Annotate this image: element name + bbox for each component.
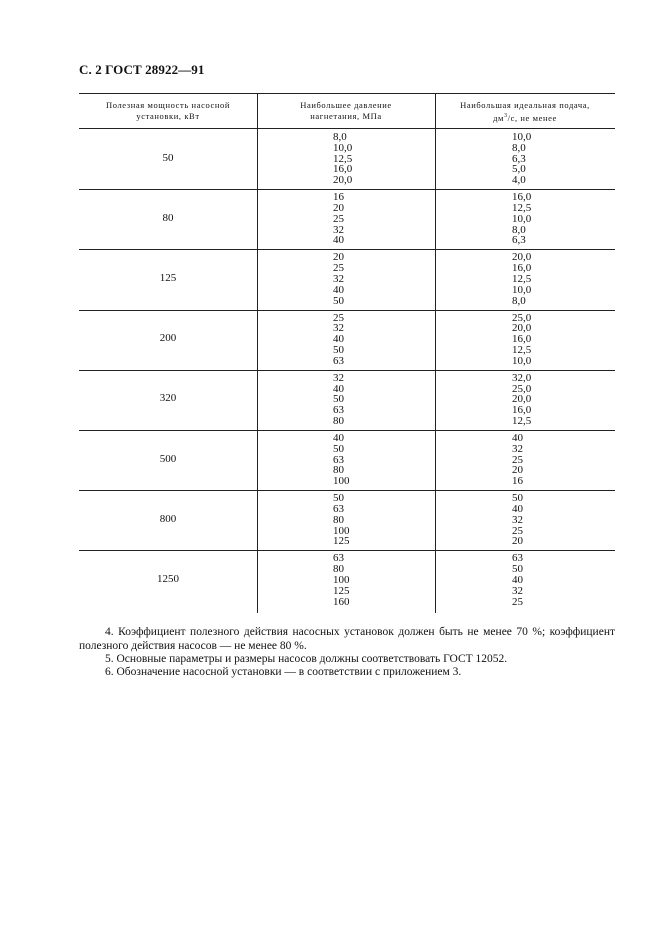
flow-value: 40	[512, 502, 523, 515]
group-divider	[79, 430, 615, 431]
pressure-value: 63	[333, 453, 344, 466]
flow-value: 5,0	[512, 163, 526, 176]
flow-value: 25	[512, 453, 523, 466]
flow-value: 12,5	[512, 201, 532, 214]
pressure-value: 25	[333, 262, 344, 275]
column-divider-2	[435, 93, 436, 613]
flow-value: 16,0	[512, 262, 532, 275]
pressure-cell	[333, 252, 344, 306]
pressure-value: 40	[333, 333, 344, 346]
flow-value: 20	[512, 464, 523, 477]
pressure-value: 32	[333, 272, 344, 285]
flow-value: 6,3	[512, 152, 526, 165]
flow-value: 50	[512, 492, 523, 505]
column-header-power: Полезная мощность насосной установки, кВт	[105, 100, 231, 121]
power-cell: 800	[159, 512, 177, 525]
flow-value: 40	[512, 432, 523, 444]
pressure-value: 25	[333, 311, 344, 324]
pressure-value: 50	[333, 343, 344, 356]
pressure-value: 40	[333, 234, 344, 247]
power-cell: 125	[159, 272, 177, 284]
page-header: С. 2 ГОСТ 28922—91	[79, 62, 205, 77]
pressure-value: 63	[333, 354, 344, 367]
group-divider	[79, 249, 615, 250]
flow-value: 40	[512, 573, 523, 586]
flow-value: 25	[512, 595, 523, 608]
pressure-value: 160	[333, 595, 350, 608]
pressure-value: 20	[333, 201, 344, 214]
pressure-value: 125	[333, 535, 350, 548]
power-cell: 200	[159, 332, 177, 345]
pressure-value: 80	[333, 414, 344, 427]
group-divider	[79, 370, 615, 371]
pressure-value: 80	[333, 464, 344, 477]
flow-value: 10,0	[512, 212, 532, 225]
paragraph-5: 5. Основные параметры и размеры насосов должны соответствовать ГОСТ 12052.	[105, 653, 508, 665]
pressure-value: 32	[333, 223, 344, 236]
pressure-value: 100	[333, 475, 350, 488]
power-cell: 80	[162, 211, 174, 224]
pressure-cell	[333, 553, 350, 607]
pressure-value: 50	[333, 492, 344, 505]
pressure-value: 80	[333, 513, 344, 526]
pressure-cell	[333, 493, 350, 547]
flow-value: 6,3	[512, 234, 526, 247]
column-header-pressure: Наибольшее давление нагнетания, МПа	[300, 100, 392, 121]
flow-cell	[512, 373, 531, 427]
pressure-value: 12,5	[333, 152, 353, 165]
flow-value: 10,0	[512, 354, 532, 367]
pressure-value: 100	[333, 573, 350, 586]
table-top-rule	[79, 93, 615, 94]
flow-value: 20,0	[512, 251, 532, 264]
paragraph-6: 6. Обозначение насосной установки — в соответствии с приложением 3.	[105, 666, 462, 678]
flow-value: 8,0	[512, 294, 526, 307]
pressure-value: 32	[333, 371, 344, 384]
paragraph-4: 4. Коэффициент полезного действия насосных установок должен быть не менее 70 %; коэффициент полезного действия насосов — не менее 80 %.	[79, 626, 615, 652]
group-divider	[79, 189, 615, 190]
flow-value: 4,0	[512, 174, 526, 187]
flow-cell	[512, 313, 531, 367]
flow-value: 32,0	[512, 371, 532, 384]
pressure-cell	[333, 132, 352, 186]
column-divider-1	[257, 93, 258, 613]
pressure-value: 8,0	[333, 131, 347, 143]
group-divider	[79, 550, 615, 551]
flow-value: 32	[512, 442, 523, 455]
flow-value: 12,5	[512, 272, 532, 285]
pressure-value: 63	[333, 502, 344, 515]
pressure-value: 63	[333, 404, 344, 417]
pressure-cell	[333, 373, 344, 427]
flow-cell	[512, 252, 531, 306]
pressure-value: 100	[333, 524, 350, 537]
flow-value: 25,0	[512, 311, 532, 324]
flow-value: 10,0	[512, 283, 532, 296]
pressure-value: 16	[333, 191, 344, 204]
flow-cell	[512, 192, 531, 246]
flow-value: 16,0	[512, 404, 532, 417]
pressure-value: 125	[333, 584, 350, 597]
pressure-value: 50	[333, 294, 344, 307]
pressure-value: 50	[333, 442, 344, 455]
flow-value: 12,5	[512, 343, 532, 356]
power-cell: 1250	[157, 573, 179, 585]
flow-value: 25	[512, 524, 523, 537]
pressure-value: 25	[333, 212, 344, 225]
column-header-flow: Наибольшая идеальная подача, $дм^3/с$, не менее	[460, 100, 590, 123]
pressure-cell	[333, 433, 350, 487]
flow-value: 20,0	[512, 322, 532, 335]
flow-value: 32	[512, 584, 523, 597]
power-cell: 500	[159, 452, 177, 465]
flow-cell	[512, 433, 523, 487]
pressure-cell	[333, 313, 344, 367]
pressure-value: 50	[333, 393, 344, 406]
pressure-value: 20	[333, 251, 344, 264]
pressure-value: 20,0	[333, 174, 353, 187]
flow-value: 12,5	[512, 414, 532, 427]
power-cell: 50	[162, 151, 174, 164]
flow-value: 32	[512, 513, 523, 526]
pressure-value: 40	[333, 283, 344, 296]
pressure-value: 80	[333, 563, 344, 576]
flow-cell	[512, 132, 531, 186]
pressure-value: 10,0	[333, 141, 353, 154]
flow-value: 16,0	[512, 333, 532, 346]
group-divider	[79, 310, 615, 311]
flow-value: 8,0	[512, 141, 526, 154]
table-header-rule	[79, 128, 615, 129]
pressure-value: 40	[333, 432, 344, 444]
flow-value: 63	[512, 552, 523, 565]
flow-value: 16	[512, 475, 523, 488]
pressure-value: 40	[333, 382, 344, 395]
flow-value: 25,0	[512, 382, 532, 395]
flow-value: 8,0	[512, 223, 526, 236]
pressure-cell	[333, 192, 344, 246]
pressure-value: 16,0	[333, 163, 353, 176]
flow-value: 10,0	[512, 131, 532, 143]
pressure-value: 32	[333, 322, 344, 335]
flow-value: 20,0	[512, 393, 532, 406]
flow-value: 20	[512, 535, 523, 548]
flow-cell	[512, 493, 523, 547]
pressure-value: 63	[333, 552, 344, 565]
flow-value: 50	[512, 563, 523, 576]
flow-cell	[512, 553, 523, 607]
flow-value: 16,0	[512, 191, 532, 204]
power-cell: 320	[159, 392, 177, 405]
group-divider	[79, 490, 615, 491]
